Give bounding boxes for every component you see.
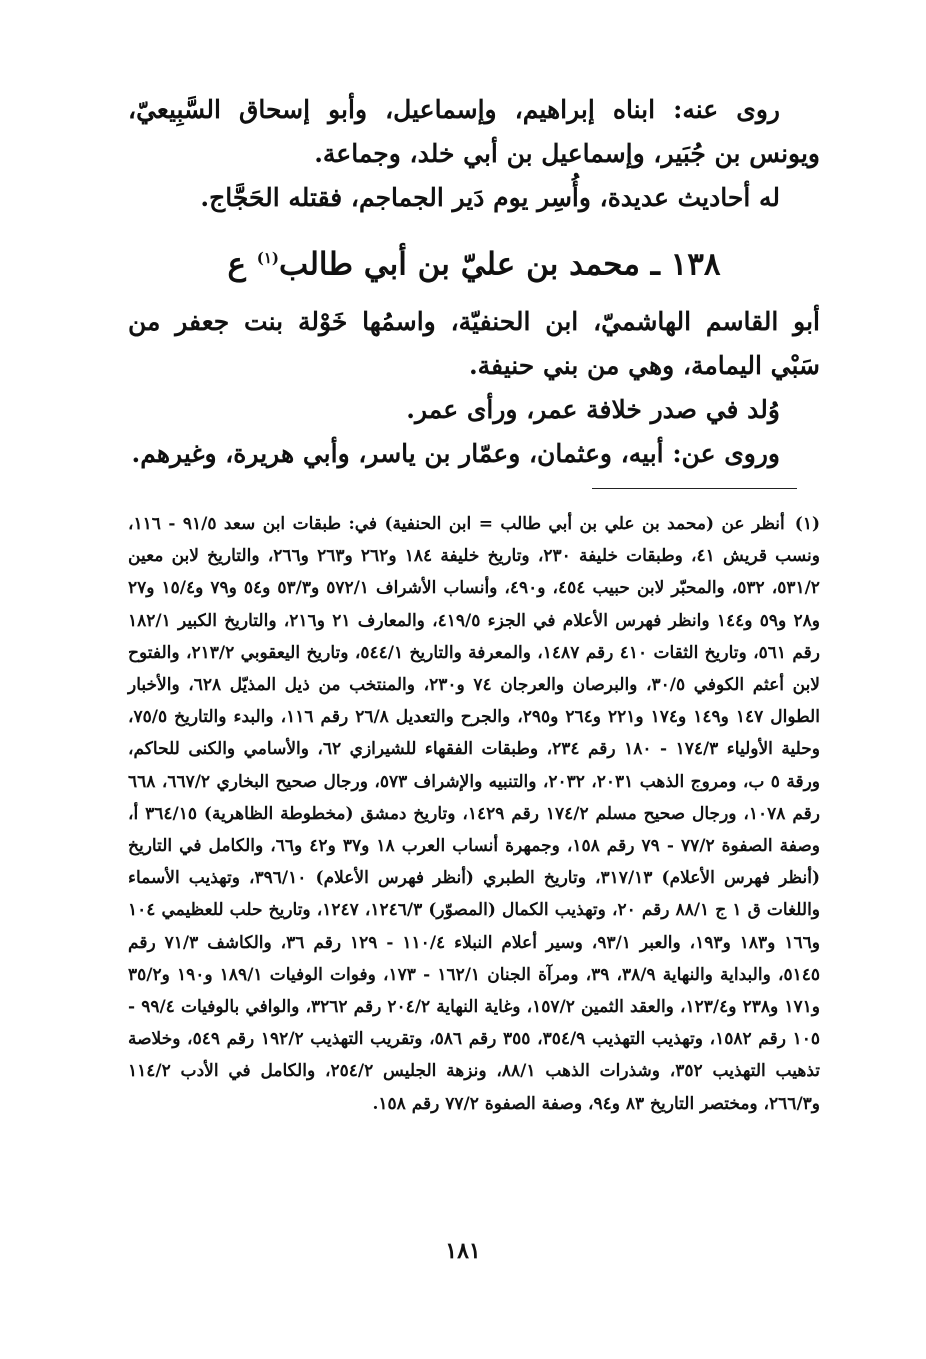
entry-title: ١٣٨ ـ محمد بن عليّ بن أبي طالب bbox=[279, 246, 721, 283]
birth-paragraph: وُلد في صدر خلافة عمر، ورأى عمر. bbox=[406, 395, 780, 425]
hadith-paragraph: له أحاديث عديدة، وأُسِر يوم دَير الجماجم، فقتله الحَجَّاج. bbox=[200, 183, 780, 212]
main-text bbox=[128, 88, 820, 476]
page-number: ١٨١ bbox=[445, 1238, 481, 1264]
narrators-paragraph: روى عنه: ابناه إبراهيم، وإسماعيل، وأبو إسحاق السَّبِيعيّ، ويونس بن جُبَير، وإسماعيل بن أبي خلد، وجماعة. bbox=[128, 95, 820, 168]
footnotes bbox=[128, 508, 820, 1120]
footnote-reference: (١) bbox=[256, 249, 280, 267]
footnote-marker: (١) bbox=[794, 514, 820, 534]
footnote-text: أنظر عن (محمد بن علي بن أبي طالب = ابن الحنفية) في: طبقات ابن سعد ٩١/٥ - ١١٦، ونسب قريش ٤١، وطبقات خليفة ٢٣٠، وتاريخ خليفة ١٨٤ و٢٦٢ و٢٦٣ و٢٦٦، والتاريخ لابن معين ٥٣١/٢، ٥٣٢، والمحبّر لابن حبيب ٤٥٤، و٤٩٠، وأنساب الأشراف ٥٧٢/١ و٥٣/٣ و٥٤ و٧٩ و١٥/٤ و٢٧ و٢٨ و٥٩ و١٤٤ وانظر فهرس الأعلام في الجزء ٤١٩/٥، والمعارف ٢١ و٢١٦، والتاريخ الكبير ١٨٢/١ رقم ٥٦١، وتاريخ الثقات ٤١٠ رقم ١٤٨٧، والمعرفة والتاريخ ٥٤٤/١، وتاريخ اليعقوبي ٢١٣/٢، والفتوح لابن أعثم الكوفي ٣٠/٥، والبرصان والعرجان ٧٤ و٢٣٠، والمنتخب من ذيل المذيّل ٦٢٨، والأخبار الطوال ١٤٧ و١٤٩ و١٧٤ و٢٢١ و٢٦٤ و٢٩٥، والجرح والتعديل ٢٦/٨ رقم ١١٦، والبدء والتاريخ ٧٥/٥، وحلية الأولياء ١٧٤/٣ - ١٨٠ رقم ٢٣٤، وطبقات الفقهاء للشيرازي ٦٢، والأسامي والكنى للحاكم، ورقة ٥ ب، ومروج الذهب ٢٠٣١، ٢٠٣٢، والتنبيه والإشراف ٥٧٣، ورجال صحيح البخاري ٦٦٧/٢، ٦٦٨ رقم ١٠٧٨، ورجال صحيح مسلم ١٧٤/٢ رقم ١٤٢٩، وتاريخ دمشق (مخطوطة الظاهرية) ٣٦٤/١٥ أ، وصفة الصفوة ٧٧/٢ - ٧٩ رقم ١٥٨، وجمهرة أنساب العرب ١٨ و٣٧ و٤٢ و٦٦، والكامل في التاريخ (أنظر فهرس الأعلام) ٣١٧/١٣، وتاريخ الطبري (أنظر فهرس الأعلام) ٣٩٦/١٠، وتهذيب الأسماء واللغات ق ١ ج ٨٨/١ رقم ٢٠، وتهذيب الكمال (المصوّر) ١٢٤٦/٣، ١٢٤٧، وتاريخ حلب للعظيمي ١٠٤ و١٦٦ و١٨٣ و١٩٣، والعبر ٩٣/١، وسير أعلام النبلاء ١١٠/٤ - ١٢٩ رقم ٣٦، والكاشف ٧١/٣ رقم ٥١٤٥، والبداية والنهاية ٣٨/٩، ٣٩، ومرآة الجنان ١٦٢/١ - ١٧٣، وفوات الوفيات ١٨٩/١ و١٩٠ و٣٥/٢ و١٧١ و٢٣٨ و١٢٣/٤، والعقد الثمين ١٥٧/٢، وغاية النهاية ٢٠٤/٢ رقم ٣٢٦٢، والوافي بالوفيات ٩٩/٤ - ١٠٥ رقم ١٥٨٢، وتهذيب التهذيب ٣٥٤/٩، ٣٥٥ رقم ٥٨٦، وتقريب التهذيب ١٩٢/٢ رقم ٥٤٩، وخلاصة تذهيب التهذيب ٣٥٢، وشذرات الذهب ٨٨/١، ونزهة الجليس ٢٥٤/٢، والكامل في الأدب ١١٤/٢ و٢٦٦/٣، ومختصر التاريخ ٨٣ و٩٤، وصفة الصفوة ٧٧/٢ رقم ١٥٨. bbox=[128, 514, 821, 1114]
narrated-from-paragraph: وروى عن: أبيه، وعثمان، وعمّار بن ياسر، وأبي هريرة، وغيرهم. bbox=[131, 439, 780, 469]
biography-paragraph: أبو القاسم الهاشميّ، ابن الحنفيّة، واسمُها خَوْلة بنت جعفر من سَبْي اليمامة، وهي من بني حنيفة. bbox=[128, 307, 820, 381]
footnote-item bbox=[128, 508, 820, 1120]
entry-symbol: ع bbox=[227, 246, 257, 283]
entry-heading bbox=[128, 234, 820, 288]
footnote-separator bbox=[592, 488, 797, 489]
